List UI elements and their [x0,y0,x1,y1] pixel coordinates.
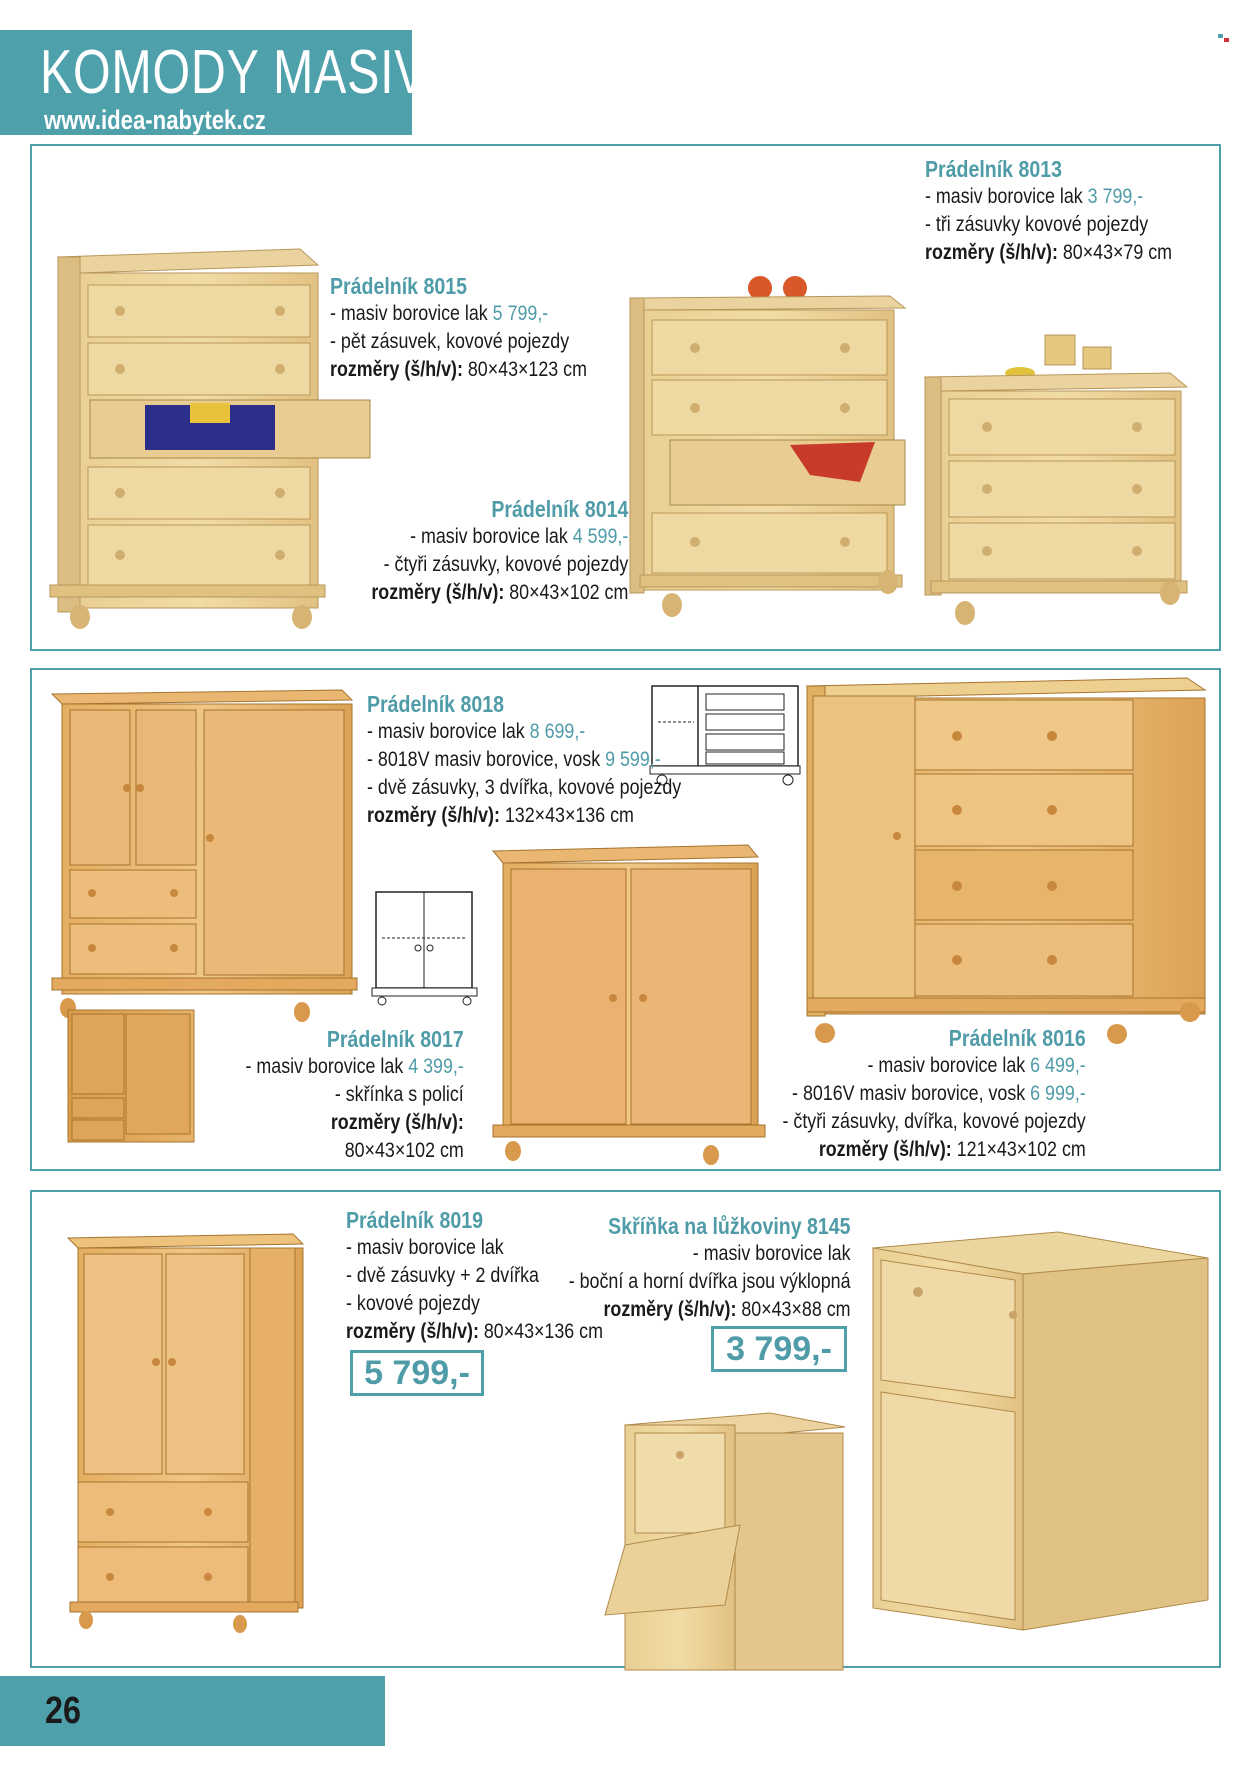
product-info-8018 [367,690,681,830]
product-info-8017 [246,1025,464,1165]
product-info-8015 [330,272,587,384]
spec-line: - pět zásuvek, kovové pojezdy [330,330,570,353]
price: 4 599,- [572,525,628,548]
spec-line: - masiv borovice lak [693,1242,851,1265]
spec-line: - tři zásuvky kovové pojezdy [925,213,1149,236]
spec-line: - dvě zásuvky, 3 dvířka, kovové pojezdy [367,776,682,799]
spec-line: - masiv borovice lak [245,1055,409,1078]
website-url[interactable]: www.idea-nabytek.cz [44,105,266,135]
product-image-8015 [50,245,325,635]
dimensions-label: rozměry (š/h/v): [819,1138,953,1161]
spec-line: - 8018V masiv borovice, vosk [367,748,606,771]
product-image-8017-small [68,1010,198,1150]
product-info-8019 [346,1206,603,1346]
spec-line: - masiv borovice lak [409,525,573,548]
page-number: 26 [45,1690,81,1732]
price: 4 399,- [408,1055,464,1078]
product-info-8145 [569,1212,851,1324]
price: 3 799,- [1087,185,1144,208]
dimensions-label: rozměry (š/h/v): [603,1298,737,1321]
product-image-8016 [807,676,1207,1051]
price: 6 999,- [1030,1082,1086,1105]
page-title: KOMODY MASIV [40,38,428,107]
spec-line: - čtyři zásuvky, dvířka, kovové pojezdy [782,1110,1086,1133]
product-info-8014 [371,495,628,607]
price: 9 599,- [605,748,661,771]
product-title: Prádelník 8019 [346,1207,483,1233]
spec-line: - masiv borovice lak [330,302,493,325]
dimensions: 80×43×123 cm [462,358,587,381]
dimensions-label: rozměry (š/h/v): [371,581,504,604]
spec-line: - dvě zásuvky + 2 dvířka [346,1264,539,1287]
dimensions: 80×43×88 cm [736,1298,851,1321]
product-info-8016 [783,1024,1086,1164]
dimensions-label: rozměry (š/h/v): [330,358,463,381]
dimensions-label: rozměry (š/h/v): [925,241,1058,264]
spec-line: - čtyři zásuvky, kovové pojezdy [383,553,628,576]
price-box-8145: 3 799,- [711,1326,847,1372]
price: 8 699,- [529,720,586,743]
product-image-8014 [630,270,910,620]
product-info-8013 [925,155,1172,267]
dimensions-label: rozměry (š/h/v): [331,1111,464,1134]
spec-line: - masiv borovice lak [346,1236,504,1259]
product-title: Prádelník 8016 [949,1025,1086,1051]
product-image-8145-closed [873,1230,1213,1630]
product-title: Prádelník 8013 [925,156,1062,182]
product-image-8018 [52,688,357,1023]
product-title: Prádelník 8018 [367,691,504,717]
product-image-8145-open [605,1405,845,1675]
product-image-8017 [493,843,765,1168]
dimensions-label: rozměry (š/h/v): [346,1320,479,1343]
dimensions: 80×43×79 cm [1057,241,1173,264]
page-footer [0,1676,385,1746]
spec-line: - masiv borovice lak [367,720,530,743]
dimensions: 132×43×136 cm [499,804,634,827]
spec-line: - kovové pojezdy [346,1292,480,1315]
dimensions: 121×43×102 cm [952,1138,1086,1161]
product-image-8013 [925,335,1190,630]
spec-line: - masiv borovice lak [925,185,1088,208]
spec-line: - masiv borovice lak [867,1054,1031,1077]
product-title: Prádelník 8017 [327,1026,464,1052]
header-banner [0,30,428,135]
corner-mark-icon [1218,34,1229,43]
product-image-8019 [68,1232,308,1632]
product-title: Prádelník 8015 [330,273,467,299]
price: 5 799,- [492,302,549,325]
product-title: Skříňka na lůžkoviny 8145 [608,1213,851,1239]
dimensions: 80×43×136 cm [478,1320,603,1343]
dimensions: 80×43×102 cm [344,1139,464,1162]
price: 6 499,- [1030,1054,1086,1077]
product-title: Prádelník 8014 [491,496,628,522]
price-box-8019: 5 799,- [350,1350,484,1396]
spec-line: - skřínka s policí [335,1083,464,1106]
dimensions-label: rozměry (š/h/v): [367,804,500,827]
spec-line: - 8016V masiv borovice, vosk [792,1082,1031,1105]
schematic-8017 [372,888,477,1008]
spec-line: - boční a horní dvířka jsou výklopná [569,1270,851,1293]
dimensions: 80×43×102 cm [503,581,628,604]
